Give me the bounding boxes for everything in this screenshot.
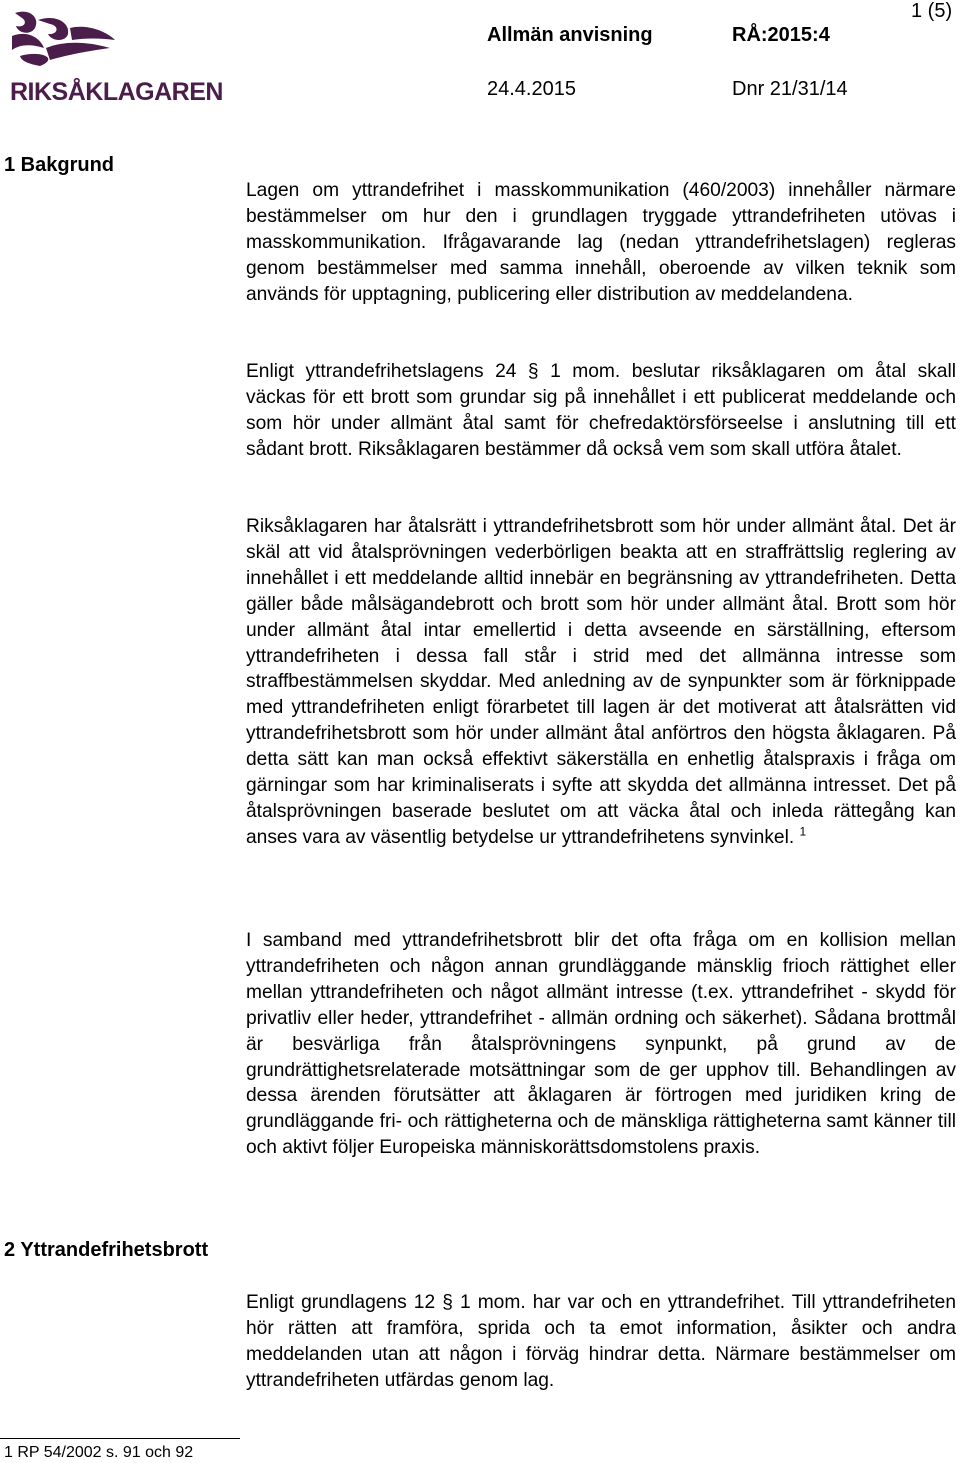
diary-number: Dnr 21/31/14 <box>732 78 848 100</box>
section-1-paragraph-3-text: Riksåklagaren har åtalsrätt i yttrandefrihetsbrott som hör under allmänt åtal. Det är skäl att vid åtalsprövningen vederbörligen beakta att en straffrättslig reglering av innehållet i ett meddelande alltid innebär en begränsning av yttrandefriheten. Detta gäller både målsägandebrott och brott som hör under allmänt åtal. Brott som hör under allmänt åtal intar emellertid i detta avseende en särställning, eftersom yttrandefriheten i dessa fall står i strid med det allmänna intresse som straffbestämmelsen skyddar. Med anledning av de synpunkter som är förknippade med yttrandefriheten enligt förarbetet till lagen är det motiverat att åtalsrätten vid yttrandefrihetsbrott som hör under allmänt åtal anförtros den högsta åklagaren. På detta sätt kan man också effektivt säkerställa en enhetlig åtalspraxis i fråga om gärningar som har kriminaliserats i syfte att skydda det allmänna intresset. Det på åtalsprövningen baserade beslutet om att väcka åtal och inleda rättegång kan anses vara av väsentlig betydelse ur yttrandefrihetens synvinkel. <box>246 516 956 848</box>
section-2-paragraph-1: Enligt grundlagens 12 § 1 mom. har var och en yttrandefrihet. Till yttrandefriheten hör rätten att framföra, sprida och ta emot information, åsikter och andra meddelanden utan att någon i förväg hindrar detta. Närmare bestämmelser om yttrandefriheten utfärdas genom lag. <box>246 1292 956 1391</box>
logo-wordmark: RIKSÅKLAGAREN <box>10 78 223 106</box>
document-date: 24.4.2015 <box>487 78 576 100</box>
section-1-heading: 1 Bakgrund <box>4 154 115 176</box>
riksaklagaren-logo <box>10 8 223 106</box>
footnote-reference[interactable]: 1 <box>799 824 807 839</box>
section-1-paragraph-1: Lagen om yttrandefrihet i masskommunikation (460/2003) innehåller närmare bestämmelser om hur den i grundlagen tryggade yttrandefriheten utövas i masskommunikation. Ifrågavarande lag (nedan yttrandefrihetslagen) regleras genom bestämmelser med samma innehåll, oberoende av vilken teknik som används för upptagning, publicering eller distribution av meddelandena. <box>246 180 956 305</box>
footnote-text: 1 RP 54/2002 s. 91 och 92 <box>4 1444 194 1461</box>
document-number: RÅ:2015:4 <box>732 24 830 46</box>
section-1-paragraph-3 <box>246 514 956 851</box>
section-1-paragraph-2: Enligt yttrandefrihetslagens 24 § 1 mom. beslutar riksåklagaren om åtal skall väckas för ett brott som grundar sig på innehållet i ett publicerat meddelande och som hör under allmänt åtal samt för chefredaktörsförseelse i anslutning till ett sådant brott. Riksåklagaren bestämmer då också vem som skall utföra åtalet. <box>246 361 956 460</box>
section-1-paragraph-4: I samband med yttrandefrihetsbrott blir det ofta fråga om en kollision mellan yttrandefriheten och någon annan grundläggande mänsklig frioch rättighet eller mellan yttrandefriheten och något allmänt intresse (t.ex. yttrandefrihet - skydd för privatliv eller heder, yttrandefrihet - allmän ordning och säkerhet). Sådana brottmål är besvärliga från åtalsprövningens synpunkt, på grund av de grundrättighetsrelaterade motsättningar som de ger upphov till. Behandlingen av dessa ärenden förutsätter att åklagaren är förtrogen med juridiken kring de grundläggande fri- och rättigheterna och de mänskliga rättigheterna samt känner till och aktivt följer Europeiska människorättsdomstolens praxis. <box>246 930 956 1159</box>
logo-emblem-icon <box>10 8 120 68</box>
page-number: 1 (5) <box>911 0 953 22</box>
footnote-divider <box>0 1438 240 1439</box>
section-2-heading: 2 Yttrandefrihetsbrott <box>4 1239 209 1261</box>
document-type: Allmän anvisning <box>487 24 653 46</box>
